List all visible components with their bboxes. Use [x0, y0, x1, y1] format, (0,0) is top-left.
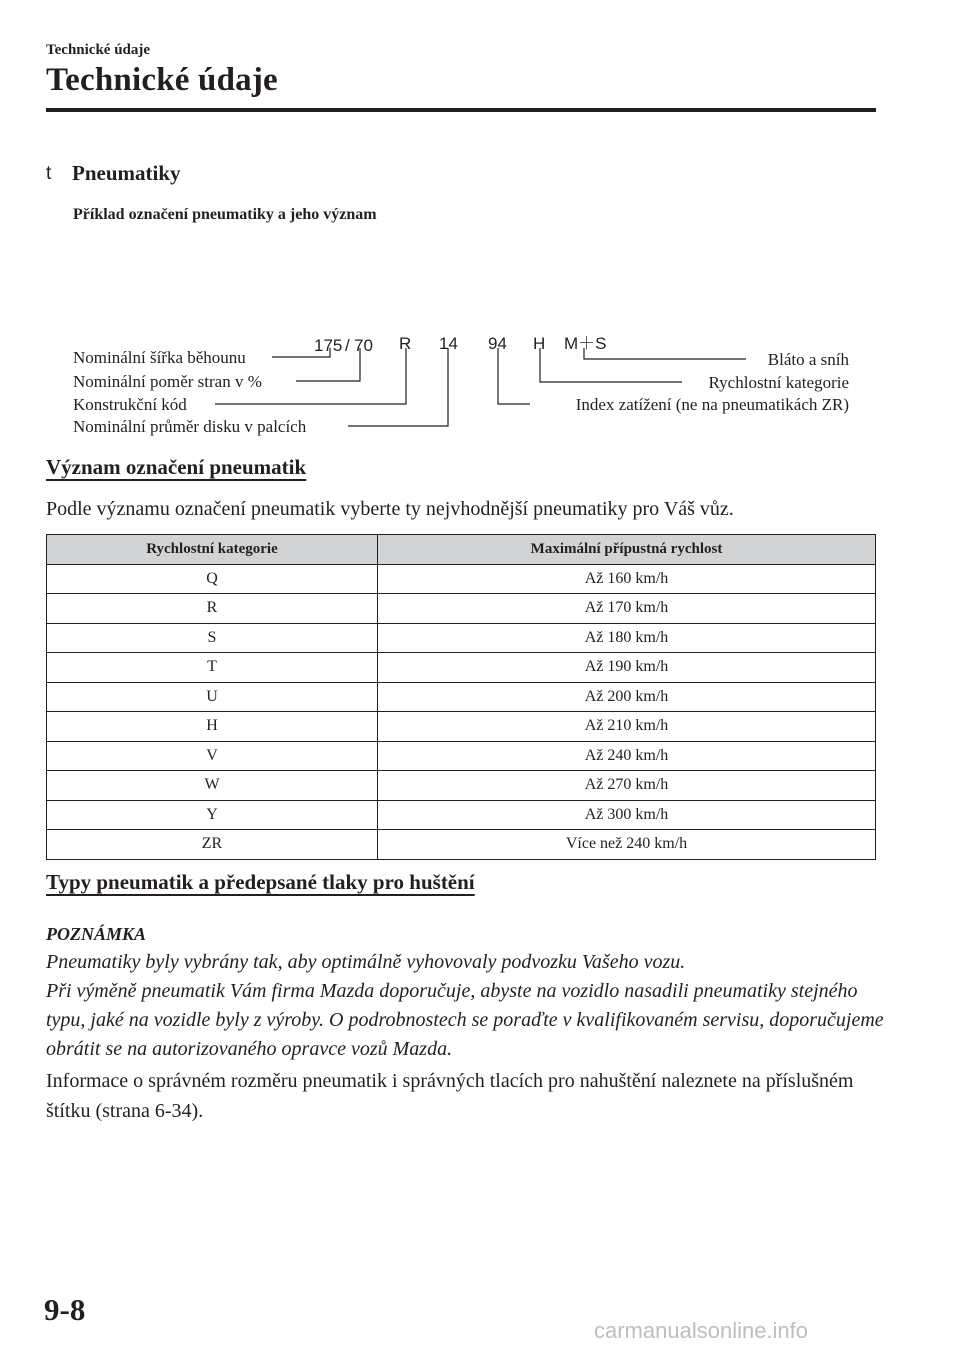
rim-leader-line — [348, 348, 448, 426]
category-cell: S — [47, 623, 378, 653]
section-title: Pneumatiky — [72, 161, 181, 185]
table-row — [47, 653, 876, 683]
table-row — [47, 800, 876, 830]
speed-leader-line — [540, 348, 682, 382]
category-cell: V — [47, 741, 378, 771]
table-row — [47, 712, 876, 742]
page-number: 9-8 — [44, 1292, 86, 1327]
table-row — [47, 564, 876, 594]
load-leader-line — [498, 348, 530, 404]
speed-cell: Až 180 km/h — [378, 623, 876, 653]
note-label: POZNÁMKA — [46, 924, 147, 944]
label-speed: Rychlostní kategorie — [708, 373, 849, 392]
code-rim: 14 — [439, 334, 458, 353]
page-title: Technické údaje — [46, 62, 278, 98]
table-header-row — [47, 535, 876, 565]
category-cell: ZR — [47, 830, 378, 860]
speed-cell: Až 160 km/h — [378, 564, 876, 594]
table-row — [47, 682, 876, 712]
label-load: Index zatížení (ne na pneumatikách ZR) — [575, 395, 849, 414]
label-construction: Konstrukční kód — [73, 395, 187, 414]
section-marker: t — [46, 163, 52, 184]
table-row — [47, 594, 876, 624]
label-ratio: Nominální poměr stran v % — [73, 372, 262, 391]
code-slash: / — [345, 336, 350, 355]
label-mud-snow: Bláto a sníh — [767, 350, 849, 369]
category-cell: R — [47, 594, 378, 624]
code-construction: R — [399, 334, 412, 353]
tire-code-diagram — [0, 320, 960, 440]
category-cell: W — [47, 771, 378, 801]
speed-cell: Více než 240 km/h — [378, 830, 876, 860]
table-row — [47, 830, 876, 860]
info-text: Informace o správném rozměru pneumatik i správných tlacích pro nahuštění naleznete na příslušném štítku (strana 6-34). — [46, 1070, 854, 1122]
label-width: Nominální šířka běhounu — [73, 348, 246, 367]
header-divider — [46, 108, 876, 112]
column-header-max-speed: Maximální přípustná rychlost — [378, 535, 876, 565]
code-speed: H — [533, 334, 546, 353]
speed-cell: Až 240 km/h — [378, 741, 876, 771]
running-header: Technické údaje — [46, 42, 151, 58]
category-cell: T — [47, 653, 378, 683]
speed-cell: Až 270 km/h — [378, 771, 876, 801]
table-row — [47, 623, 876, 653]
category-cell: Q — [47, 564, 378, 594]
note-body — [46, 948, 886, 1064]
speed-cell: Až 170 km/h — [378, 594, 876, 624]
example-title: Příklad označení pneumatiky a jeho význam — [73, 206, 377, 223]
code-ratio: 70 — [354, 336, 373, 355]
speed-category-table — [46, 534, 876, 860]
speed-cell: Až 200 km/h — [378, 682, 876, 712]
category-cell: U — [47, 682, 378, 712]
table-row — [47, 741, 876, 771]
note-line-2: Při výměně pneumatik Vám firma Mazda doporučuje, abyste na vozidlo nasadili pneumatiky stejného typu, jaké na vozidle byly z výroby. O podrobnostech se poraďte v kvalifikovaném servisu, doporučujeme obrátit se na autorizovaného opravce vozů Mazda. — [46, 980, 884, 1060]
meaning-heading: Význam označení pneumatik — [46, 455, 307, 479]
code-mud-snow: M＋S — [564, 334, 607, 353]
mud-snow-leader-line — [584, 348, 746, 359]
code-width: 175 — [314, 336, 343, 355]
column-header-category: Rychlostní kategorie — [47, 535, 378, 565]
speed-cell: Až 300 km/h — [378, 800, 876, 830]
category-cell: Y — [47, 800, 378, 830]
category-cell: H — [47, 712, 378, 742]
speed-cell: Až 190 km/h — [378, 653, 876, 683]
label-rim: Nominální průměr disku v palcích — [73, 417, 307, 436]
meaning-text: Podle významu označení pneumatik vyberte ty nejvhodnější pneumatiky pro Váš vůz. — [46, 498, 734, 520]
watermark: carmanualsonline.info — [594, 1318, 809, 1343]
code-load: 94 — [488, 334, 507, 353]
note-line-1: Pneumatiky byly vybrány tak, aby optimálně vyhovovaly podvozku Vašeho vozu. — [46, 951, 686, 973]
tire-types-heading: Typy pneumatik a předepsané tlaky pro huštění — [46, 870, 475, 894]
speed-cell: Až 210 km/h — [378, 712, 876, 742]
table-row — [47, 771, 876, 801]
